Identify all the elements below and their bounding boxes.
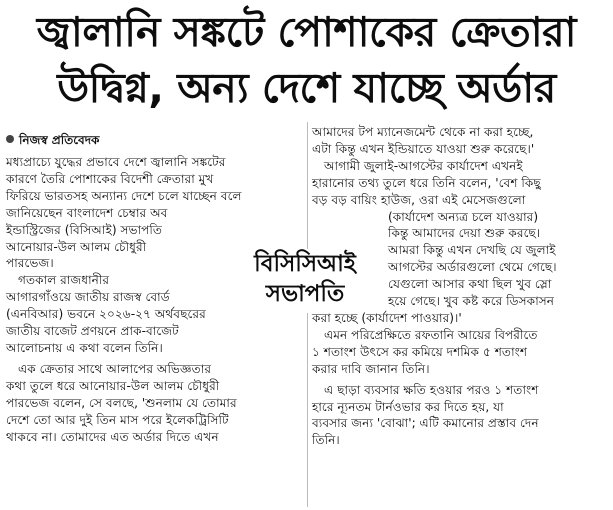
text-line: গতকাল রাজধানীর xyxy=(18,273,110,288)
text-line: আগস্টের অর্ডারগুলো থেমে গেছে। xyxy=(388,260,557,275)
left-narrow-lines xyxy=(6,222,228,307)
headline-line-1: জ্বালানি সঙ্কটে পোশাকের ক্রেতারা xyxy=(36,8,577,56)
text-line: (এনবিআর) ভবনে ২০২৬-২৭ অর্থবছরের xyxy=(6,307,206,322)
text-line: পারভেজ। xyxy=(6,256,54,271)
text-line: যেগুলো আসার কথা ছিল খুব স্লো xyxy=(388,277,552,292)
text-line: বড় বড় বায়িং হাউজ, ওরা এই মেসেজগুলো xyxy=(312,192,526,207)
text-line: এক ক্রেতার সাথে আলাপের অভিজ্ঞতার xyxy=(18,361,212,376)
left-top-lines xyxy=(6,154,304,222)
text-line: করার দাবি জানান তিনি। xyxy=(312,361,430,376)
right-narrow-lines xyxy=(312,209,610,294)
text-line: দেশে তো আর দুই তিন মাস পরে ইলেকট্রিসিটি xyxy=(6,412,229,427)
text-line: কারণে তৈরি পোশাকের বিদেশী ক্রেতারা মুখ xyxy=(6,171,214,186)
text-line: জাতীয় বাজেট প্রণয়নে প্রাক-বাজেট xyxy=(6,324,179,339)
text-line: আলোচনায় এ কথা বলেন তিনি। xyxy=(6,340,163,355)
byline xyxy=(6,132,304,148)
right-column xyxy=(312,124,610,449)
text-line: আগামী জুলাই-আগস্টের কার্যাদেশ এখনই xyxy=(324,158,523,173)
bullet-icon xyxy=(6,135,14,143)
left-bottom-lines xyxy=(6,306,304,445)
right-top-lines xyxy=(312,124,610,209)
text-line: এমন পরিপ্রেক্ষিতে রফতানি আয়ের বিপরীতে xyxy=(324,327,538,342)
headline-line-2: উদ্বিগ্ন, অন্য দেশে যাচ্ছে অর্ডার xyxy=(57,64,556,112)
text-line: আমরা কিন্তু এখন দেখছি যে জুলাই xyxy=(388,243,556,258)
text-line: কিন্তু আমাদের দেয়া শুরু করছে। xyxy=(388,226,541,241)
text-line: মধ্যপ্রাচ্যে যুদ্ধের প্রভাবে দেশে জ্বালানি সঙ্কটের xyxy=(6,155,226,169)
text-line: (কার্যাদেশ অন্যত্র চলে যাওয়ার) xyxy=(388,209,539,224)
text-line: ১ শতাংশ উৎসে কর কমিয়ে দশমিক ৫ শতাংশ xyxy=(312,344,528,359)
headline xyxy=(0,4,613,116)
text-line: জানিয়েছেন বাংলাদেশ চেম্বার অব xyxy=(6,205,168,220)
text-line: হারে ন্যূনতম টার্নওভার কর দিতে হয়, যা xyxy=(312,399,504,414)
text-line: করা হচ্ছে (কার্যাদেশ পাওয়ার)।' xyxy=(312,310,462,325)
byline-text: নিজস্ব প্রতিবেদক xyxy=(19,133,100,147)
text-line: হয়ে গেছে। খুব কষ্ট করে ডিসকাসন xyxy=(388,294,555,309)
text-line: পারভেজ বলেন, সে বলছে, 'শুনলাম যে তোমার xyxy=(6,395,237,410)
text-line: কথা তুলে ধরে আনোয়ার-উল আলম চৌধুরী xyxy=(6,378,220,393)
pull-quote-line-1: বিসিসিআই xyxy=(254,251,356,277)
text-line: এটা কিন্তু এখন ইন্ডিয়াতে যাওয়া শুরু করেছে।' xyxy=(312,141,535,156)
text-line: ব্যবসার জন্য 'বোঝা'; এটি কমানোর প্রস্তাব দেন xyxy=(312,416,539,431)
column-divider xyxy=(307,122,308,507)
right-bottom-lines xyxy=(312,293,610,449)
text-line: আমাদের টপ ম্যানেজমেন্ট থেকে না করা হচ্ছে, xyxy=(312,125,534,139)
text-line: তিনি। xyxy=(312,433,340,448)
text-line: আগারগাঁওয়ে জাতীয় রাজস্ব বোর্ড xyxy=(6,290,170,305)
text-line: হারানোর তথ্য তুলে ধরে তিনি বলেন, 'বেশ কিছু xyxy=(312,175,541,190)
text-line: ফিরিয়ে ভারতসহ অন্যান্য দেশে চলে যাচ্ছেন বলে xyxy=(6,188,242,203)
pull-quote-line-2: সভাপতি xyxy=(265,281,345,307)
text-line: আনোয়ার-উল আলম চৌধুরী xyxy=(6,239,147,254)
text-line: এ ছাড়া ব্যবসার ক্ষতি হওয়ার পরও ১ শতাংশ xyxy=(324,382,539,397)
text-line: ইন্ডাস্ট্রিজের (বিসিআই) সভাপতি xyxy=(6,222,163,237)
text-line: থাকবে না। তোমাদের এত অর্ডার দিতে এখন xyxy=(6,429,219,444)
